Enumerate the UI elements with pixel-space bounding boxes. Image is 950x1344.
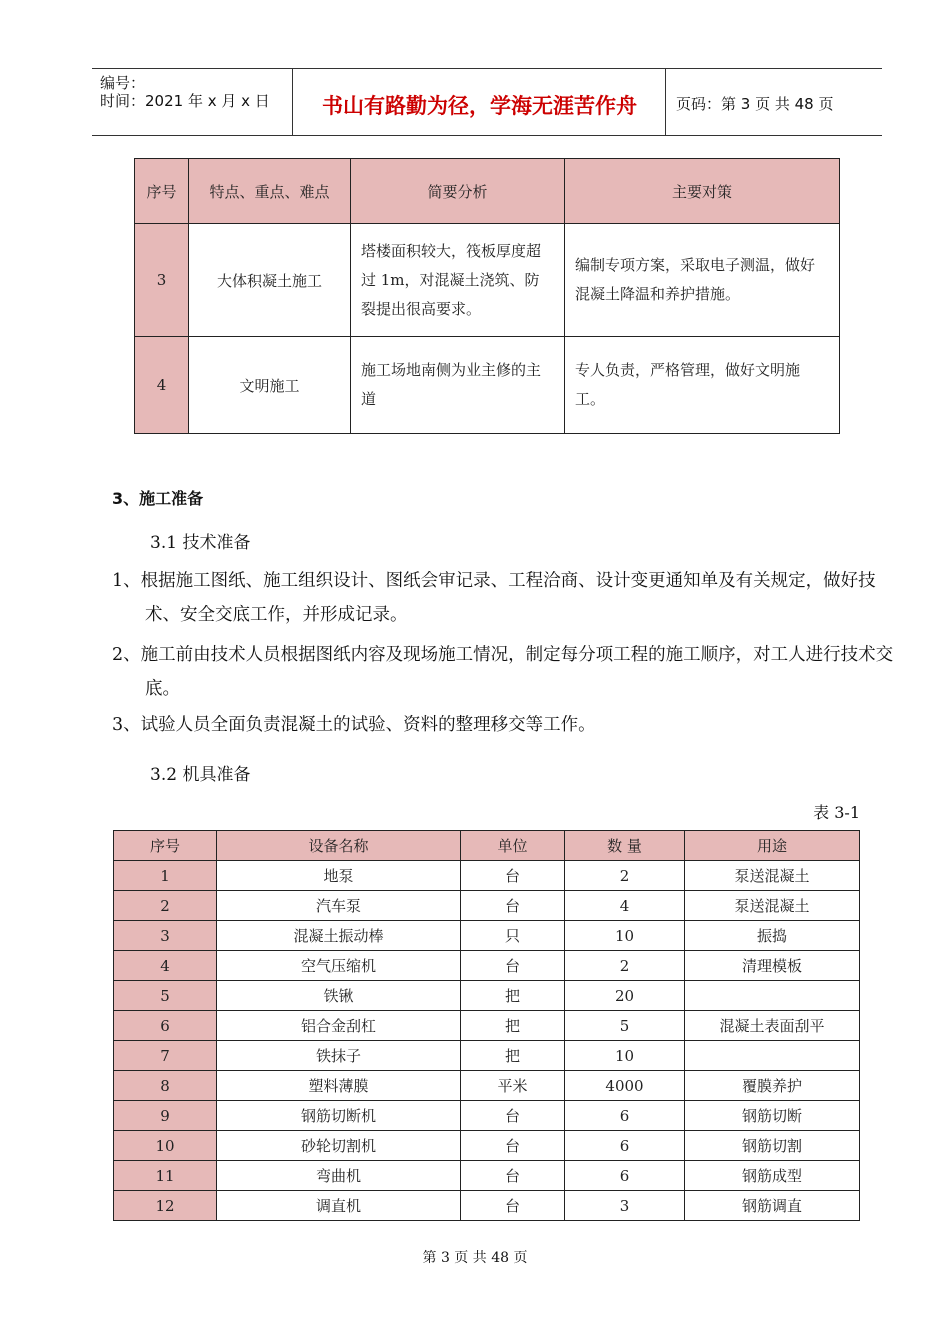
- row-number: 4: [135, 337, 189, 434]
- unit: 平米: [461, 1071, 565, 1101]
- equipment-name: 塑料薄膜: [217, 1071, 461, 1101]
- table-row: [114, 891, 860, 921]
- quantity: 10: [565, 921, 685, 951]
- measure-cell: 专人负责，严格管理，做好文明施工。: [565, 337, 840, 434]
- quantity: 6: [565, 1101, 685, 1131]
- column-header: 简要分析: [351, 159, 565, 224]
- column-header: 设备名称: [217, 831, 461, 861]
- quantity: 10: [565, 1041, 685, 1071]
- header-bottom-rule: [92, 135, 882, 136]
- column-header: 序号: [135, 159, 189, 224]
- table-row: [114, 1041, 860, 1071]
- subsection-heading: 3.1 技术准备: [150, 533, 251, 553]
- purpose: 清理模板: [685, 951, 860, 981]
- column-header: 数 量: [565, 831, 685, 861]
- purpose: 覆膜养护: [685, 1071, 860, 1101]
- quantity: 4000: [565, 1071, 685, 1101]
- unit: 把: [461, 1011, 565, 1041]
- equipment-name: 弯曲机: [217, 1161, 461, 1191]
- table-row: [114, 1161, 860, 1191]
- row-number: 7: [114, 1041, 217, 1071]
- equipment-name: 铝合金刮杠: [217, 1011, 461, 1041]
- header-motto: 书山有路勤为径，学海无涯苦作舟: [322, 94, 637, 118]
- equipment-name: 铁抹子: [217, 1041, 461, 1071]
- quantity: 20: [565, 981, 685, 1011]
- section-heading: 3、施工准备: [112, 489, 204, 508]
- header-top-rule: [92, 68, 882, 69]
- purpose: 钢筋切断: [685, 1101, 860, 1131]
- table-row: [114, 1131, 860, 1161]
- column-header: 序号: [114, 831, 217, 861]
- analysis-cell: 塔楼面积较大，筏板厚度超过 1m，对混凝土浇筑、防裂提出很高要求。: [351, 224, 565, 337]
- unit: 台: [461, 1131, 565, 1161]
- equipment-name: 铁锹: [217, 981, 461, 1011]
- quantity: 2: [565, 951, 685, 981]
- equipment-name: 汽车泵: [217, 891, 461, 921]
- unit: 台: [461, 1191, 565, 1221]
- column-header: 单位: [461, 831, 565, 861]
- unit: 只: [461, 921, 565, 951]
- purpose: [685, 981, 860, 1011]
- table-row: [114, 1191, 860, 1221]
- row-number: 3: [114, 921, 217, 951]
- equipment-name: 砂轮切割机: [217, 1131, 461, 1161]
- paragraph: 1、根据施工图纸、施工组织设计、图纸会审记录、工程洽商、设计变更通知单及有关规定，做好技术、安全交底工作，并形成记录。: [112, 571, 876, 625]
- equipment-name: 调直机: [217, 1191, 461, 1221]
- unit: 把: [461, 1041, 565, 1071]
- unit: 台: [461, 951, 565, 981]
- quantity: 6: [565, 1131, 685, 1161]
- unit: 台: [461, 891, 565, 921]
- table-caption: 表 3-1: [813, 803, 860, 822]
- unit: 台: [461, 1161, 565, 1191]
- purpose: [685, 1041, 860, 1071]
- paragraph: 2、施工前由技术人员根据图纸内容及现场施工情况，制定每分项工程的施工顺序，对工人进行技术交底。: [112, 645, 894, 699]
- table-row: [114, 981, 860, 1011]
- purpose: 泵送混凝土: [685, 891, 860, 921]
- doc-code-label: 编号：: [100, 74, 146, 92]
- features-table: [134, 158, 840, 434]
- row-number: 6: [114, 1011, 217, 1041]
- purpose: 振捣: [685, 921, 860, 951]
- row-number: 5: [114, 981, 217, 1011]
- quantity: 2: [565, 861, 685, 891]
- doc-time-label: 时间：2021 年 x 月 x 日: [100, 92, 270, 110]
- table-header-row: [135, 159, 840, 224]
- column-header: 特点、重点、难点: [189, 159, 351, 224]
- paragraph: 3、试验人员全面负责混凝土的试验、资料的整理移交等工作。: [112, 715, 596, 735]
- feature-cell: 大体积凝土施工: [189, 224, 351, 337]
- table-header-row: [114, 831, 860, 861]
- purpose: 钢筋切割: [685, 1131, 860, 1161]
- table-row: [114, 951, 860, 981]
- row-number: 2: [114, 891, 217, 921]
- row-number: 3: [135, 224, 189, 337]
- row-number: 9: [114, 1101, 217, 1131]
- row-number: 12: [114, 1191, 217, 1221]
- subsection-heading: 3.2 机具准备: [150, 765, 251, 785]
- table-row: [135, 337, 840, 434]
- purpose: 混凝土表面刮平: [685, 1011, 860, 1041]
- column-header: 主要对策: [565, 159, 840, 224]
- equipment-name: 钢筋切断机: [217, 1101, 461, 1131]
- quantity: 5: [565, 1011, 685, 1041]
- quantity: 4: [565, 891, 685, 921]
- column-header: 用途: [685, 831, 860, 861]
- measure-cell: 编制专项方案，采取电子测温，做好混凝土降温和养护措施。: [565, 224, 840, 337]
- quantity: 3: [565, 1191, 685, 1221]
- table-row: [114, 861, 860, 891]
- table-row: [114, 1101, 860, 1131]
- equipment-table: [113, 830, 860, 1221]
- purpose: 钢筋调直: [685, 1191, 860, 1221]
- table-row: [135, 224, 840, 337]
- unit: 把: [461, 981, 565, 1011]
- table-row: [114, 1011, 860, 1041]
- quantity: 6: [565, 1161, 685, 1191]
- purpose: 钢筋成型: [685, 1161, 860, 1191]
- row-number: 1: [114, 861, 217, 891]
- equipment-name: 空气压缩机: [217, 951, 461, 981]
- row-number: 8: [114, 1071, 217, 1101]
- unit: 台: [461, 861, 565, 891]
- row-number: 4: [114, 951, 217, 981]
- analysis-cell: 施工场地南侧为业主修的主道: [351, 337, 565, 434]
- purpose: 泵送混凝土: [685, 861, 860, 891]
- page-number-label: 页码：第 3 页 共 48 页: [676, 95, 834, 113]
- equipment-name: 混凝土振动棒: [217, 921, 461, 951]
- page-footer: 第 3 页 共 48 页: [422, 1250, 528, 1266]
- feature-cell: 文明施工: [189, 337, 351, 434]
- equipment-name: 地泵: [217, 861, 461, 891]
- row-number: 10: [114, 1131, 217, 1161]
- table-row: [114, 1071, 860, 1101]
- row-number: 11: [114, 1161, 217, 1191]
- table-row: [114, 921, 860, 951]
- unit: 台: [461, 1101, 565, 1131]
